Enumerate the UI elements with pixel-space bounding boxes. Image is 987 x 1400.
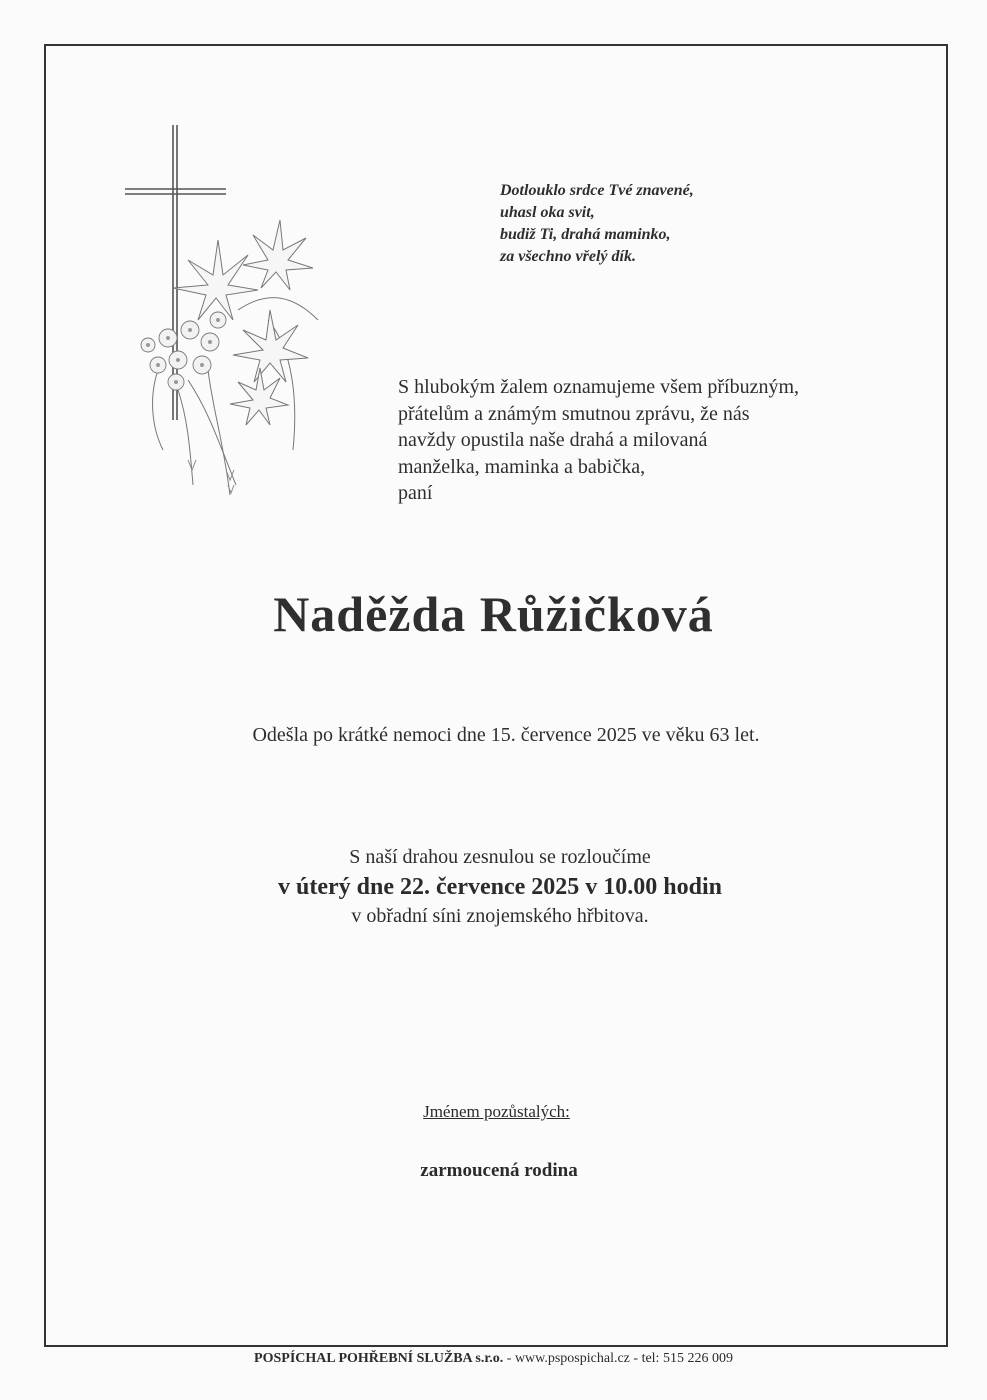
deceased-name: Naděžda Růžičková <box>273 586 714 642</box>
farewell-intro: S naší drahou zesnulou se rozloučíme <box>349 846 651 868</box>
death-announcement <box>398 374 799 507</box>
footer-separator: - <box>503 1351 515 1366</box>
on-behalf-heading <box>0 1102 987 1122</box>
announcement-line: manželka, maminka a babička, <box>398 455 646 478</box>
on-behalf-label: Jménem pozůstalých: <box>423 1102 570 1121</box>
poem-line: uhasl oka svit, <box>500 204 595 221</box>
signature: zarmoucená rodina <box>420 1160 578 1181</box>
death-info: Odešla po krátké nemoci dne 15. července 2025 ve věku 63 let. <box>252 724 760 746</box>
cross-with-lilies-icon <box>118 120 343 500</box>
footer-phone: tel: 515 226 009 <box>641 1351 733 1366</box>
footer <box>0 1351 987 1367</box>
memorial-poem <box>500 180 694 268</box>
announcement-line: navždy opustila naše drahá a milovaná <box>398 429 708 451</box>
poem-line: za všechno vřelý dík. <box>500 248 636 265</box>
funeral-place: v obřadní síni znojemského hřbitova. <box>351 905 649 927</box>
poem-line: Dotlouklo srdce Tvé znavené, <box>500 182 694 199</box>
funeral-details <box>0 844 987 930</box>
announcement-line: S hlubokým žalem oznamujeme všem příbuzným, <box>398 376 800 398</box>
funeral-datetime: v úterý dne 22. července 2025 v 10.00 hodin <box>278 874 722 900</box>
footer-website: www.pspospichal.cz <box>514 1351 630 1366</box>
announcement-line: přátelům a známým smutnou zprávu, že nás <box>398 402 750 425</box>
poem-line: budiž Ti, drahá maminko, <box>500 226 671 243</box>
footer-separator: - <box>629 1351 642 1366</box>
footer-company: POSPÍCHAL POHŘEBNÍ SLUŽBA s.r.o. <box>254 1351 504 1366</box>
announcement-line: paní <box>398 482 433 504</box>
